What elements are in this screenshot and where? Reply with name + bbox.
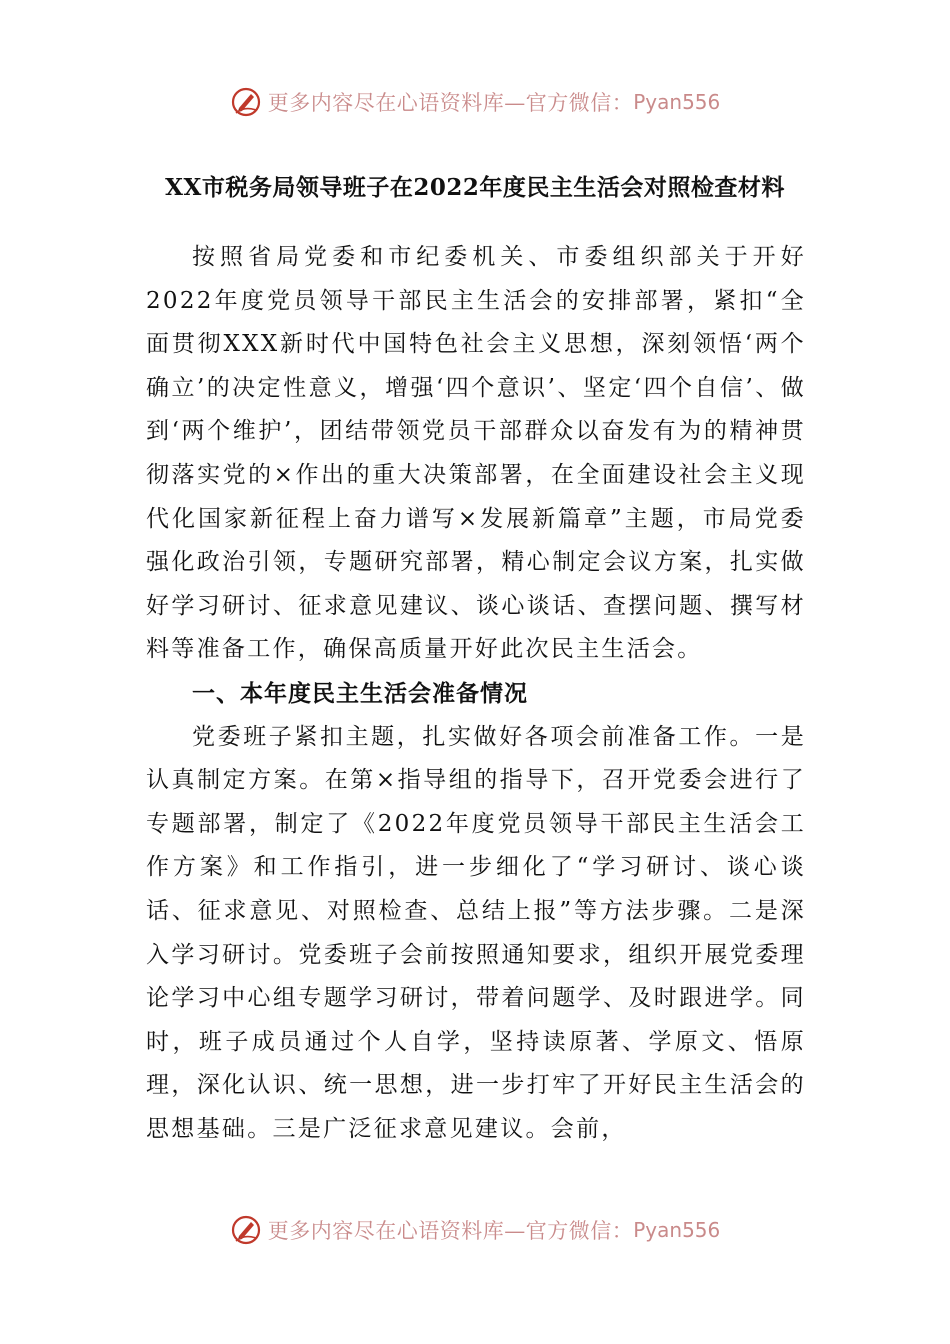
pen-logo-icon — [230, 1214, 262, 1246]
section-paragraph: 党委班子紧扣主题，扎实做好各项会前准备工作。一是认真制定方案。在第×指导组的指导下，召开党委会进行了专题部署，制定了《2022年度党员领导干部民主生活会工作方案》和工作指引，进一步细化了“学习研讨、谈心谈话、征求意见、对照检查、总结上报”等方法步骤。二是深入学习研讨。党委班子会前按照通知要求，组织开展党委理论学习中心组专题学习研讨，带着问题学、及时跟进学。同时，班子成员通过个人自学，坚持读原著、学原文、悟原理，深化认识、统一思想，进一步打牢了开好民主生活会的思想基础。三是广泛征求意见建议。会前， — [146, 723, 806, 1142]
watermark-contact: Pyan556 — [633, 1218, 721, 1242]
document-body — [146, 236, 806, 1151]
watermark-text: 更多内容尽在心语资料库—官方微信： — [267, 1219, 634, 1243]
watermark-text: 更多内容尽在心语资料库—官方微信： — [267, 91, 634, 115]
watermark-contact: Pyan556 — [633, 90, 721, 114]
intro-paragraph: 按照省局党委和市纪委机关、市委组织部关于开好2022年度党员领导干部民主生活会的安排部署，紧扣“全面贯彻XXX新时代中国特色社会主义思想，深刻领悟‘两个确立’的决定性意义，增强‘四个意识’、坚定‘四个自信’、做到‘两个维护’，团结带领党员干部群众以奋发有为的精神贯彻落实党的×作出的重大决策部署，在全面建设社会主义现代化国家新征程上奋力谱写×发展新篇章”主题，市局党委强化政治引领，专题研究部署，精心制定会议方案，扎实做好学习研讨、征求意见建议、谈心谈话、查摆问题、撰写材料等准备工作，确保高质量开好此次民主生活会。 — [146, 244, 806, 663]
watermark-header — [0, 82, 950, 122]
pen-logo-icon — [230, 86, 262, 118]
section-heading: 一、本年度民主生活会准备情况 — [192, 679, 528, 707]
watermark-footer — [0, 1210, 950, 1250]
document-title: XX市税务局领导班子在2022年度民主生活会对照检查材料 — [165, 174, 785, 201]
